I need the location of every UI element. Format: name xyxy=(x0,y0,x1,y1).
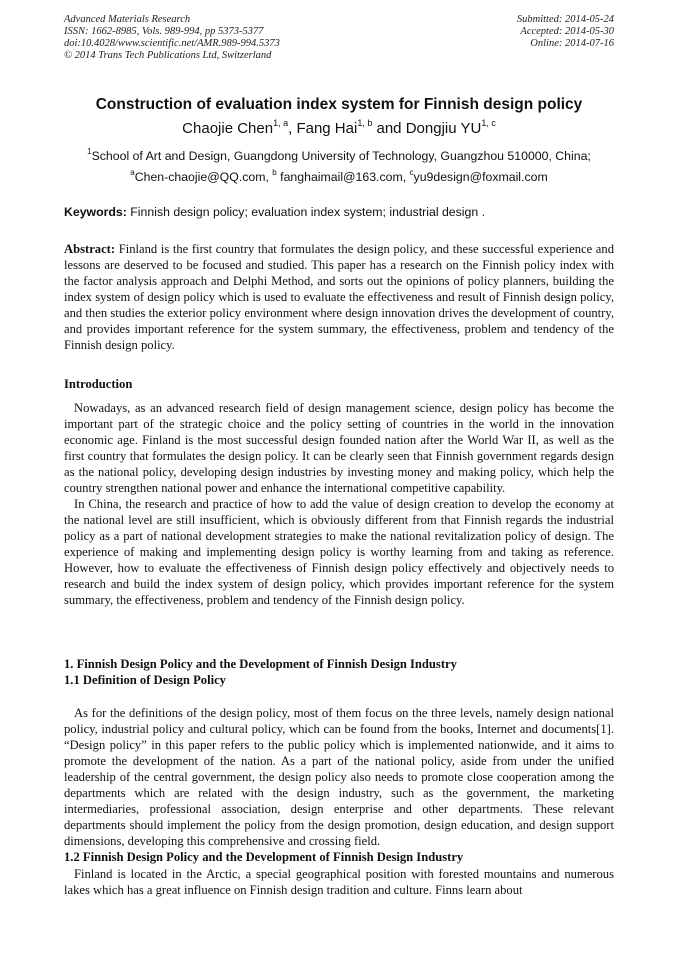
doi-line: doi:10.4028/www.scientific.net/AMR.989-994.5373 xyxy=(64,38,280,49)
email-mark: c xyxy=(409,168,414,177)
journal-name: Advanced Materials Research xyxy=(64,14,191,25)
copyright-line: © 2014 Trans Tech Publications Ltd, Switzerland xyxy=(64,50,272,61)
email-address: fanghaimail@163.com, xyxy=(276,170,410,184)
accepted-date: Accepted: 2014-05-30 xyxy=(520,26,614,37)
author-affiliation-mark: 1, b xyxy=(357,118,373,128)
author-list xyxy=(0,120,678,137)
paragraph: Finland is located in the Arctic, a special geographical position with forested mountains and numerous lakes which has a great influence on Finnish design tradition and culture. Finns learn about xyxy=(64,867,614,897)
section-1-heading: 1. Finnish Design Policy and the Development of Finnish Design Industry xyxy=(64,657,457,671)
author-name: Chaojie Chen xyxy=(182,120,274,137)
keywords-label: Keywords: xyxy=(64,205,127,219)
email-mark: b xyxy=(272,168,277,177)
abstract-text: Finland is the first country that formulates the design policy, and these successful experience and lessons are deserved to be focused and studied. This paper has a research on the Finnish policy index with the factor analysis approach and Delphi Method, and sorts out the opinions of policy planners, building the index system of design policy which is used to evaluate the effectiveness and result of Finnish design policy, and then studies the exterior policy environment where design innovation drives the development of country, and provides important reference for the system summary, the effectiveness, problem and tendency of the Finnish design policy. xyxy=(64,242,614,352)
email-address: Chen-chaojie@QQ.com, xyxy=(134,170,273,184)
author-affiliation-mark: 1, c xyxy=(481,118,496,128)
abstract-label: Abstract: xyxy=(64,242,116,256)
subsection-1-2-heading: 1.2 Finnish Design Policy and the Development of Finnish Design Industry xyxy=(64,850,464,864)
author-affiliation-mark: 1, a xyxy=(273,118,289,128)
submitted-date: Submitted: 2014-05-24 xyxy=(516,14,614,25)
keywords-text: Finnish design policy; evaluation index system; industrial design . xyxy=(126,205,486,219)
email-mark: a xyxy=(130,168,135,177)
affiliation xyxy=(0,149,678,163)
paragraph: As for the definitions of the design policy, most of them focus on the three levels, namely design national policy, industrial policy and cultural policy, which can be found from the books, Internet and documents[1]. “Design policy” in this paper refers to the public policy which is implemented nationwide, and it aims to promote the development of the nation. As a part of the national policy, aside from under the unified leadership of the central government, the design policy also needs to promote close cooperation among the departments which are related with the design industry, such as the government, the marketing intermediaries, professional association, design enterprise and other departments. These relevant departments should implement the policy from the design promotion, design education, and design support dimensions, developing this comprehensive and crossing field. xyxy=(64,706,614,848)
issn-line: ISSN: 1662-8985, Vols. 989-994, pp 5373-5377 xyxy=(64,26,264,37)
affiliation-text: School of Art and Design, Guangdong University of Technology, Guangzhou 510000, China; xyxy=(91,149,591,163)
author-separator: and xyxy=(372,120,406,137)
abstract xyxy=(64,241,614,353)
journal-info xyxy=(64,14,280,62)
introduction-body xyxy=(64,400,614,608)
paragraph: In China, the research and practice of how to add the value of design creation to develop the economy at the national level are still insufficient, which is obviously different from that Finnish regards the industrial policy as a part of national development strategies to make the national revitalization policy of design. The experience of making and implementing design policy is worthy learning from and taking as reference. However, how to evaluate the effectiveness of Finnish design policy effectively and objectively needs to research and build the index system of design policy, which provides important reference for the system summary, the effectiveness, problem and tendency of the Finnish design policy. xyxy=(64,497,614,607)
author-name: Fang Hai xyxy=(296,120,358,137)
affiliation-mark: 1 xyxy=(87,147,92,156)
author-name: Dongjiu YU xyxy=(405,120,482,137)
subsection-1-2-body xyxy=(64,866,614,898)
introduction-heading: Introduction xyxy=(64,377,133,391)
paper-title: Construction of evaluation index system for Finnish design policy xyxy=(95,96,583,113)
subsection-1-1-heading: 1.1 Definition of Design Policy xyxy=(64,673,226,687)
subsection-1-1-body xyxy=(64,705,614,849)
email-list xyxy=(0,170,678,184)
email-address: yu9design@foxmail.com xyxy=(413,170,548,184)
author-separator: , xyxy=(288,120,297,137)
online-date: Online: 2014-07-16 xyxy=(530,38,614,49)
keywords xyxy=(64,205,485,219)
paragraph: Nowadays, as an advanced research field of design management science, design policy has become the important part of the strategic choice and the policy setting of countries in the world in the innovation economic age. Finland is the most successful design founded nation after the World War II, as well as the first country that formulates the design policy. It can be clearly seen that Finnish government regards design as the national policy, developing design industries by investing money and making policy, which help the country strengthen national power and enhance the international competitive capability. xyxy=(64,401,614,495)
publication-dates xyxy=(517,14,614,50)
